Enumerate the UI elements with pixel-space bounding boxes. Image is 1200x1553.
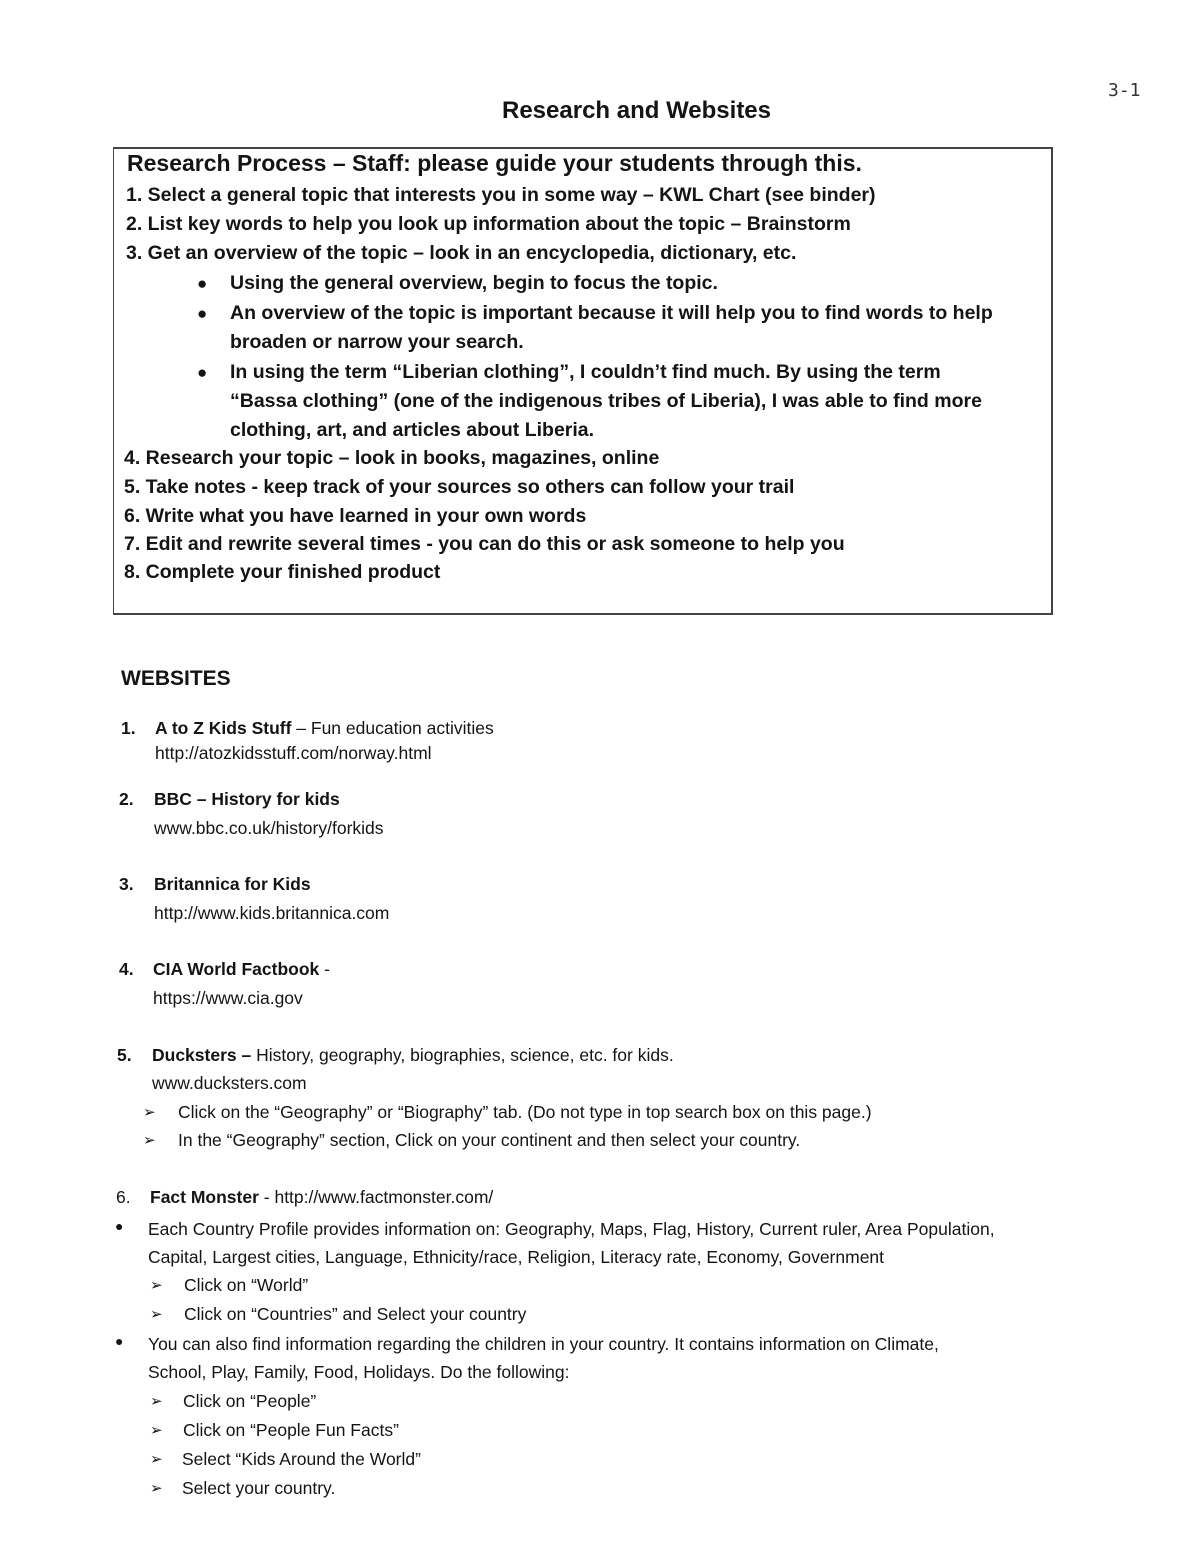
site-number: 5. (117, 1045, 132, 1065)
site-number: 6. (116, 1187, 131, 1207)
site-url-atozkidsstuff[interactable]: http://atozkidsstuff.com/norway.html (155, 743, 432, 763)
factmonster-step: Click on “Countries” and Select your country (184, 1304, 527, 1324)
site-title (152, 1045, 674, 1066)
step-8: 8. Complete your finished product (124, 561, 441, 583)
arrow-bullet-icon: ➢ (150, 1422, 163, 1439)
factmonster-step: Click on “People” (183, 1391, 317, 1411)
arrow-bullet-icon: ➢ (150, 1480, 163, 1497)
overview-bullet-1: Using the general overview, begin to focus the topic. (230, 272, 718, 294)
step-5: 5. Take notes - keep track of your sources so others can follow your trail (124, 476, 795, 498)
arrow-bullet-icon: ➢ (150, 1451, 163, 1468)
ducksters-step-2: In the “Geography” section, Click on your continent and then select your country. (178, 1130, 801, 1150)
arrow-bullet-icon: ➢ (150, 1306, 163, 1323)
factmonster-step: Select “Kids Around the World” (182, 1449, 421, 1469)
site-name: A to Z Kids Stuff (155, 718, 292, 738)
site-name: Ducksters – (152, 1045, 252, 1065)
bullet-dot-icon: ● (197, 274, 208, 293)
arrow-bullet-icon: ➢ (143, 1132, 156, 1149)
overview-bullet-2-line-2: broaden or narrow your search. (230, 331, 524, 353)
site-name: Britannica for Kids (154, 874, 311, 894)
factmonster-step: Select your country. (182, 1478, 336, 1498)
site-number: 4. (119, 959, 134, 979)
site-url-britannica[interactable]: http://www.kids.britannica.com (154, 903, 390, 923)
overview-bullet-3-line-1: In using the term “Liberian clothing”, I couldn’t find much. By using the term (230, 361, 941, 383)
site-title (155, 718, 494, 739)
site-name: Fact Monster (150, 1187, 259, 1207)
site-url-factmonster[interactable]: - http://www.factmonster.com/ (258, 1187, 494, 1207)
site-title (150, 1187, 493, 1208)
site-name: CIA World Factbook (153, 959, 320, 979)
site-number: 2. (119, 789, 134, 809)
factmonster-bullet-2-line-1: You can also find information regarding the children in your country. It contains information on Climate, (148, 1334, 939, 1354)
bullet-dot-icon: ● (115, 1333, 124, 1349)
websites-heading: WEBSITES (121, 667, 231, 690)
overview-bullet-2-line-1: An overview of the topic is important because it will help you to find words to help (230, 302, 993, 324)
site-url-cia[interactable]: https://www.cia.gov (153, 988, 303, 1008)
research-process-heading: Research Process – Staff: please guide your students through this. (127, 150, 862, 176)
site-url-ducksters[interactable]: www.ducksters.com (152, 1073, 307, 1093)
factmonster-step: Click on “People Fun Facts” (183, 1420, 399, 1440)
factmonster-bullet-1-line-1: Each Country Profile provides information on: Geography, Maps, Flag, History, Current ruler, Area Population, (148, 1219, 995, 1239)
ducksters-step-1: Click on the “Geography” or “Biography” tab. (Do not type in top search box on this page.) (178, 1102, 872, 1122)
bullet-dot-icon: ● (115, 1218, 124, 1234)
factmonster-bullet-1-line-2: Capital, Largest cities, Language, Ethnicity/race, Religion, Literacy rate, Economy, Government (148, 1247, 885, 1267)
overview-bullet-3-line-3: clothing, art, and articles about Liberia. (230, 419, 595, 441)
arrow-bullet-icon: ➢ (150, 1393, 163, 1410)
step-1: 1. Select a general topic that interests you in some way – KWL Chart (see binder) (126, 184, 876, 206)
page-title: Research and Websites (502, 97, 772, 124)
site-title (153, 959, 330, 980)
step-7: 7. Edit and rewrite several times - you can do this or ask someone to help you (124, 533, 845, 555)
site-description: – Fun education activities (291, 718, 494, 738)
factmonster-step: Click on “World” (184, 1275, 309, 1295)
step-4: 4. Research your topic – look in books, magazines, online (124, 447, 660, 469)
step-3: 3. Get an overview of the topic – look in an encyclopedia, dictionary, etc. (126, 242, 797, 264)
factmonster-bullet-2-line-2: School, Play, Family, Food, Holidays. Do the following: (148, 1362, 570, 1382)
bullet-dot-icon: ● (197, 363, 208, 382)
site-name: BBC – History for kids (154, 789, 340, 809)
step-2: 2. List key words to help you look up information about the topic – Brainstorm (126, 213, 851, 235)
page-number: 3-1 (1108, 80, 1141, 101)
site-number: 3. (119, 874, 134, 894)
arrow-bullet-icon: ➢ (150, 1277, 163, 1294)
bullet-dot-icon: ● (197, 304, 208, 323)
overview-bullet-3-line-2: “Bassa clothing” (one of the indigenous tribes of Liberia), I was able to find more (230, 390, 982, 412)
site-number: 1. (121, 718, 136, 738)
site-description: - (319, 959, 330, 979)
site-description: History, geography, biographies, science, etc. for kids. (251, 1045, 674, 1065)
step-6: 6. Write what you have learned in your own words (124, 505, 587, 527)
site-url-bbc[interactable]: www.bbc.co.uk/history/forkids (154, 818, 384, 838)
arrow-bullet-icon: ➢ (143, 1104, 156, 1121)
